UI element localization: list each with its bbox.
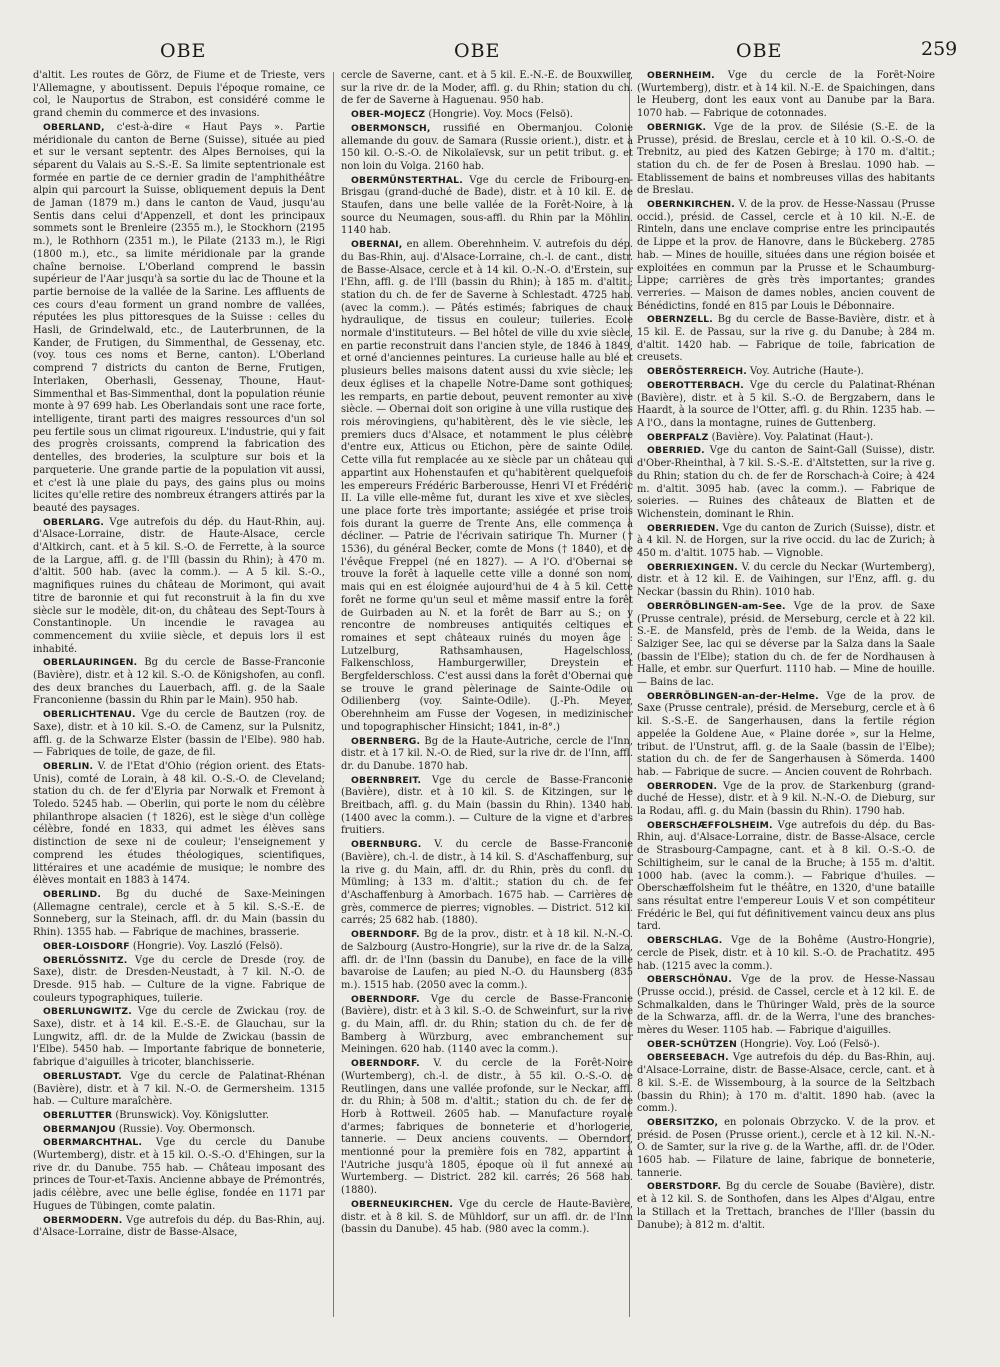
entry-headword: OBERÖSTERREICH. xyxy=(647,366,747,378)
entry-headword: OBERNDORF. xyxy=(351,993,420,1005)
text-column-1 xyxy=(33,70,325,1320)
dictionary-entry xyxy=(341,109,633,122)
dictionary-entry xyxy=(637,1117,935,1181)
entry-headword: OBERSCHÆFFOLSHEIM. xyxy=(647,819,773,831)
dictionary-entry xyxy=(33,1071,325,1109)
entry-headword: OBERMANJOU xyxy=(43,1123,116,1135)
entry-headword: OBERNHEIM. xyxy=(647,70,715,81)
dictionary-entry xyxy=(637,562,935,600)
dictionary-entry xyxy=(33,889,325,940)
dictionary-entry xyxy=(33,941,325,954)
entry-text: Vge de la prov. de Saxe (Prusse centrale), présid. de Merseburg, cercle et à 22 kil. S.-E. de Mansfeld, près de l'emb. de la Weida, dans le Salziger See, lac qui se déverse par la Salza dans la Saale (bassin de l'Elbe); station du ch. de fer de Nordhausen à Halle, et embr. sur Querfurt. 1110 hab. — Mine de houille. — Bains de lac. xyxy=(637,600,935,689)
dictionary-entry xyxy=(341,994,633,1058)
dictionary-entry xyxy=(341,736,633,774)
dictionary-entry xyxy=(637,314,935,365)
dictionary-entry xyxy=(341,239,633,734)
page-header xyxy=(0,0,1000,70)
entry-headword: OBERRIEDEN. xyxy=(647,522,720,534)
entry-headword: OBERLUSTADT. xyxy=(43,1070,122,1082)
entry-text: Vge de la prov. de Silésie (S.-E. de la Prusse), présid. de Breslau, cercle et à 10 kil. O.-S.-O. de Trebnitz, au pied des Katzen Gebirge; à 170 m. d'altit.; station du ch. de fer de Posen à Breslau. 1090 hab. — Etablissement de bains et nombreuses villas des habitants de Breslau. xyxy=(637,121,935,197)
entry-text: Vge de la Bohême (Austro-Hongrie), cercle de Pisek, distr. et à 10 kil. S.-O. de Prachatitz. 495 hab. (1215 avec la comm.). xyxy=(637,935,935,972)
entry-headword: OBERSEEBACH. xyxy=(647,1052,729,1064)
dictionary-entry xyxy=(637,1052,935,1116)
entry-text: V. de la prov. de Hesse-Nassau (Prusse occid.), présid. de Cassel, cercle et à 10 kil. N.-E. de Rinteln, dans une enclave comprise entre les principautés de Lippe et la prov. de Hanovre, dans le Bückeberg. 2785 hab. — Mines de houille, situées dans une région boisée et exploitées en commun par la Prusse et le Schaumburg-Lippe; carrières de grès très importantes; grandes verreries. — Maison de dames nobles, ancien couvent de Bénédictins, fondé en 815 par Louis le Débonnaire. xyxy=(637,199,935,312)
entry-text: Vge du cercle de Bautzen (roy. de Saxe), distr. et à 10 kil. S.-O. de Camenz, sur la Pulsnitz, affl. g. de la Schwarze Elster (bassin de l'Elbe). 980 hab. — Fabriques de toile, de gaze, de fil. xyxy=(33,709,325,759)
dictionary-entry xyxy=(341,1058,633,1198)
entry-headword: OBERNAI, xyxy=(351,239,403,251)
text-column-3 xyxy=(637,70,935,1320)
entry-headword: OBERNDORF. xyxy=(351,1058,420,1070)
entry-headword: OBERMODERN. xyxy=(43,1214,123,1226)
entry-text: (Hongrie). Voy. Mocs (Felsö). xyxy=(425,109,573,121)
entry-text: (Hongrie). Voy. Laszló (Felsö). xyxy=(129,940,283,952)
entry-headword: OBERRIED. xyxy=(647,445,705,457)
entry-text: V. de l'Etat d'Ohio (région orient. des Etats-Unis), comté de Lorain, à 48 kil. O.-S.-O. de Cleveland; station du ch. de fer d'Elyria par Norwalk et Fremont à Toledo. 5245 hab. — Oberlin, qui porte le nom du célèbre philanthrope alsacien († 1826), est le siège d'un collège célèbre, fondé en 1833, qui admet les élèves sans distinction de sexe ni de couleur; l'enseignement y comprend les études théologiques, scientifiques, littéraires et une académie de musique; le nombre des élèves montait en 1883 à 1474. xyxy=(33,760,325,887)
entry-text: Vge du cercle de Fribourg-en-Brisgau (grand-duché de Bade), distr. et à 10 kil. E. de Staufen, dans une belle vallée de la Forêt-Noire, à la source du Neumagen, sous-affl. du Rhin par la Möhlin. 1140 hab. xyxy=(341,174,633,237)
entry-headword: OBERRÖBLINGEN-an-der-Helme. xyxy=(647,690,819,702)
entry-text: Vge autrefois du dép. du Bas-Rhin, auj. d'Alsace-Lorraine, distr. de Basse-Alsace, cercle, cant. et à 8 kil. S.-E. de Wissembourg, à la source de la Seltzbach (bassin du Rhin); à 170 m. d'altit. 1890 hab. (avec la comm.). xyxy=(637,1052,935,1115)
dictionary-entry xyxy=(637,820,935,934)
dictionary-entry xyxy=(637,974,935,1038)
dictionary-entry xyxy=(341,123,633,174)
entry-headword: OBER-MOJECZ xyxy=(351,109,426,121)
dictionary-entry xyxy=(341,839,633,928)
dictionary-entry xyxy=(637,601,935,690)
entry-headword: OBERNBURG. xyxy=(351,839,422,851)
entry-text: Vge du cercle de Haute-Bavière, distr. et à 8 kil. S. de Mühldorf, sur un affl. dr. de l'Inn (bassin du Danube). 45 hab. (980 avec la comm.). xyxy=(341,1198,633,1236)
entry-text: V. du cercle du Neckar (Wurtemberg), distr. et à 12 kil. E. de Vaihingen, sur l'Enz, affl. g. du Neckar (bassin du Rhin). 1010 hab. xyxy=(637,561,935,599)
running-head-center: OBE xyxy=(454,40,501,62)
entry-text: en polonais Obrzycko. V. de la prov. et présid. de Posen (Prusse orient.), cercle et à 12 kil. N.-N.-O. de Samter, sur la rive g. de la Warthe, affl. dr. de l'Oder. 1605 hab. — Filature de laine, fabrique de bonneterie, tannerie. xyxy=(637,1116,935,1179)
entry-headword: OBERLAND, xyxy=(43,121,105,133)
entry-text: Vge du cercle du Danube (Wurtemberg), distr. et à 15 kil. O.-S.-O. d'Ehingen, sur la rive dr. du Danube. 755 hab. — Château imposant des princes de Tour-et-Taxis. Ancienne abbaye de Prémontrés, jadis célèbre, avec une belle église, fondée en 1171 par Hugues de Tübingen, comte palatin. xyxy=(33,1137,325,1212)
dictionary-entry xyxy=(637,366,935,379)
entry-text: V. du cercle de Basse-Franconie (Bavière), ch.-l. de distr., à 14 kil. S. d'Aschaffenburg, sur la rive g. du Main, affl. dr. du Rhin, près du confl. du Mümling; à 133 m. d'altit.; station du ch. de fer d'Aschaffenburg à Amorbach. 1675 hab. — Carrières de grès, commerce de pierres; vignobles. — District. 512 kil. carrés; 25 682 hab. (1880). xyxy=(341,839,633,927)
entry-text: cercle de Saverne, cant. et à 5 kil. E.-N.-E. de Bouxwiller, sur la rive dr. de la Moder, affl. g. du Rhin; station du ch. de fer de Saverne à Haguenau. 950 hab. xyxy=(341,70,633,107)
entry-text: Vge du cercle de Basse-Franconie (Bavière), distr. et à 3 kil. S.-O. de Schweinfurt, sur la rive g. du Main, affl. dr. du Rhin; station du ch. de fer de Bamberg à Würzburg, avec embranchement sur Meiningen. 620 hab. (1140 avec la comm.). xyxy=(341,993,633,1056)
entry-text: Vge du cercle de Zwickau (roy. de Saxe), distr. et à 14 kil. E.-S.-E. de Glauchau, sur la Lungwitz, affl. dr. de la Mulde de Zwickau (bassin de l'Elbe). 5450 hab. — Importante fabrique de bonneterie, fabrique d'aiguilles à tricoter, blanchisserie. xyxy=(33,1006,325,1069)
entry-headword: OBERRODEN. xyxy=(647,780,718,792)
entry-text: Vge du cercle de la Forêt-Noire (Wurtemberg), distr. et à 14 kil. N.-E. de Spaichingen, dans le Heuberg, dont les eaux vont au Danube par la Bara. 1070 hab. — Fabrique de cotonnades. xyxy=(637,70,935,120)
dictionary-entry xyxy=(341,929,633,993)
entry-headword: OBERLUNGWITZ. xyxy=(43,1006,132,1018)
dictionary-entry xyxy=(33,657,325,708)
entry-headword: OBERSCHÖNAU. xyxy=(647,974,732,986)
dictionary-entry xyxy=(33,1215,325,1240)
entry-text: Vge de la prov. de Hesse-Nassau (Prusse occid.), présid. de Cassel, cercle et à 12 kil. E. de Schmalkalden, dans le Thüringer Wald, près de la source de la Schwarza, affl. dr. de la Werra, l'une des branches-mères du Weser. 1105 hab. — Fabrique d'aiguilles. xyxy=(637,974,935,1037)
entry-text: c'est-à-dire « Haut Pays ». Partie méridionale du canton de Berne (Suisse), située au pied et sur le versant septentr. des Alpes Bernoises, qui la séparent du Valais au S.-S.-E. Sa limite septentrionale est formée en partie de ce dernier gradin de l'amphithéâtre alpin qui parcourt la Suisse, obliquement depuis la Dent de Jaman (1879 m.) dans le canton de Vaud, jusqu'au Sentis dans celui d'Appenzell, et dont les principaux sommets sont le Brenleire (2355 m.), le Stockhorn (2195 m.), le Rothhorn (2351 m.), le Pilate (2133 m.), le Rigi (1800 m.), etc., sa limite méridionale par la grande chaîne bernoise. L'Oberland comprend le bassin supérieur de l'Aar jusqu'à sa sortie du lac de Thoune et la partie bernoise de la vallée de la Sarine. Les affluents de ces cours d'eau forment un grand nombre de vallées, réputées les plus pittoresques de la Suisse : celles du Hasli, de Grindelwald, etc., de Lauterbrunnen, de la Kander, de Frutigen, du Simmenthal, de Gessenay, etc. (voy. tous ces noms et Berne, canton). L'Oberland comprend 7 districts du canton de Berne, Frutigen, Interlaken, Oberhasli, Gessenay, Thoune, Haut-Simmenthal et Bas-Simmenthal, dont la population réunie monte à 97 699 hab. Les Oberlandais sont une race forte, intelligente, tirant parti des maigres ressources d'un sol peu fertile sous un climat rigoureux. L'industrie, qui y fait des progrès croissants, comprend la fabrication des dentelles, des broderies, la sculpture sur bois et la parqueterie. Une grande partie de la population vit aussi, et c'est là une plaie du pays, des gains plus ou moins licites qu'elle retire des nombreux étrangers attirés par la beauté des paysages. xyxy=(33,121,325,514)
dictionary-entry xyxy=(637,781,935,819)
dictionary-entry xyxy=(637,380,935,431)
entry-text: Bg du cercle de Basse-Bavière, distr. et à 15 kil. E. de Passau, sur la rive g. du Danube; à 284 m. d'altit. 1420 hab. — Fabrique de toile, fabrication de creusets. xyxy=(637,314,935,364)
dictionary-entry xyxy=(33,1124,325,1137)
entry-headword: OBERLIND. xyxy=(43,889,102,900)
dictionary-entry xyxy=(341,775,633,839)
entry-headword: OBERSTDORF. xyxy=(647,1181,722,1193)
entry-text: en allem. Oberehnheim. V. autrefois du dép. du Bas-Rhin, auj. d'Alsace-Lorraine, ch.-l. de cant., distr. de Basse-Alsace, cercle et à 14 kil. O.-N.-O. d'Erstein, sur l'Ehn, affl. g. de l'Ill (bassin du Rhin); à 185 m. d'altit.; station du ch. de fer de Saverne à Schlestadt. 4725 hab. (avec la comm.). — Pâtés estimés; fabriques de chaux hydraulique, de tissus en couleur; tuileries. Ecole normale d'instituteurs. — Bel hôtel de ville du xvie siècle, en partie reconstruit dans l'ancien style, de 1846 à 1849, et orné d'anciennes peintures. La curieuse halle au blé et plusieurs belles maisons datent aussi du xvie siècle; les deux églises et la chapelle Notre-Dame sont gothiques; les remparts, en partie debout, peuvent remonter au xive siècle. — Obernai doit son origine à une villa rustique des rois mérovingiens, qu'habitèrent, dès le vie siècle, les premiers ducs d'Alsace, et notamment le plus célèbre d'entre eux, Atticus ou Etichon, père de sainte Odile. Cette villa fut remplacée au xe siècle par un château qui appartint aux Hohenstaufen et qu'habitèrent quelquefois les empereurs Frédéric Barberousse, Henri VI et Frédéric II. La ville elle-même fut, durant les xive et xve siècles, une place forte très importante; assiégée et prise trois fois durant la guerre de Trente Ans, elle commença à décliner. — Patrie de l'écrivain satirique Th. Murner († 1536), du général Becker, comte de Mons († 1840), et de l'évêque Freppel (né en 1827). — A l'O. d'Obernai se trouve la forêt à laquelle cette ville a donné son nom, mais qui en est éloignée aujourd'hui de 4 à 5 kil. Cette forêt ne forme qu'un seul et même massif entre la forêt de Guirbaden au N. et la forêt de Barr au S.; on y rencontre de nombreuses antiquités celtiques et romaines et sept châteaux ruinés du moyen âge : Lutzelburg, Rathsamhausen, Hagelschloss, Falkenschloss, Hamburgerwiller, Dreystein et Bergfelderschloss. C'est aussi dans la forêt d'Obernai que se trouve le grand pèlerinage de Sainte-Odile ou Odilienberg (voy. Sainte-Odile). (J.-Ph. Meyer, Oberehnheim am Fusse der Vogesen, in medizinischer und topographischer Hinsicht; 1841, in-8°.) xyxy=(341,239,633,733)
entry-headword: OBERRIEXINGEN. xyxy=(647,561,738,573)
entry-text: Vge du cercle de Basse-Franconie (Bavière), distr. et à 10 kil. S. de Kitzingen, sur le Breitbach, affl. g. du Main (bassin du Rhin). 1340 hab. (1400 avec la comm.). — Culture de la vigne et d'arbres fruitiers. xyxy=(341,774,633,837)
entry-headword: OBERLICHTENAU. xyxy=(43,709,136,721)
entry-text: Bg de la prov., distr. et à 18 kil. N.-N.-O. de Salzbourg (Austro-Hongrie), sur la rive dr. de la Salza, affl. dr. de l'Inn (bassin du Danube), en face de la ville bavaroise de Laufen; au pied N.-O. du Haunsberg (835 m.). 1515 hab. (2050 avec la comm.). xyxy=(341,929,633,991)
entry-headword: OBERNZELL. xyxy=(647,314,713,326)
dictionary-entry xyxy=(33,709,325,760)
entry-headword: OBERNDORF. xyxy=(351,929,420,941)
entry-headword: OBERMONSCH, xyxy=(351,122,431,134)
dictionary-entry xyxy=(637,70,935,121)
entry-headword: OBERNBERG. xyxy=(351,735,421,747)
dictionary-entry xyxy=(637,432,935,445)
entry-headword: OBERLUTTER xyxy=(43,1109,113,1121)
entry-headword: OBERNBREIT. xyxy=(351,774,422,786)
dictionary-entry xyxy=(637,445,935,521)
entry-text: Vge de la prov. de Saxe (Prusse centrale), présid. de Merseburg, cercle et à 6 kil. S.-S.-E. de Sangerhausen, dans la fertile région appelée la Goldene Aue, « Plaine dorée », sur la Helme, tribut. de l'Unstrut, affl. g. de la Saale (bassin de l'Elbe); station du ch. de fer de Sangerhausen à Sömerda. 1400 hab. — Fabrique de sucre. — Ancien couvent de Rohrbach. xyxy=(637,690,935,778)
entry-headword: OBERLÖSSNITZ. xyxy=(43,954,128,966)
entry-text: Voy. Autriche (Haute-). xyxy=(746,366,864,378)
entry-headword: OBERSITZKO, xyxy=(647,1116,719,1128)
running-head-left: OBE xyxy=(160,40,207,62)
entry-text: d'altit. Les routes de Görz, de Fiume et de Trieste, vers l'Allemagne, y aboutissent. Depuis l'époque romaine, ce col, le Nauportus de Strabon, est considéré comme le grand chemin du commerce et des invasions. xyxy=(33,70,325,120)
dictionary-entry xyxy=(33,761,325,888)
entry-headword: OBERNEUKIRCHEN. xyxy=(351,1198,454,1210)
dictionary-entry xyxy=(637,935,935,973)
dictionary-entry xyxy=(33,1137,325,1213)
entry-headword: OBERMARCHTHAL. xyxy=(43,1137,143,1149)
dictionary-entry xyxy=(637,523,935,561)
entry-text: Vge du canton de Zurich (Suisse), distr. et à 4 kil. N. de Horgen, sur la rive occid. du lac de Zurich; à 450 m. d'altit. 1075 hab. — Vignoble. xyxy=(637,522,935,560)
entry-text: Bg du duché de Saxe-Meiningen (Allemagne centrale), cercle et à 5 kil. S.-S.-E. de Sonneberg, sur la Steinach, affl. dr. du Main (bassin du Rhin). 1355 hab. — Fabrique de machines, brasserie. xyxy=(33,889,325,939)
dictionary-entry xyxy=(33,70,325,121)
dictionary-entry xyxy=(341,70,633,108)
entry-headword: OBERSCHLAG. xyxy=(647,935,723,947)
entry-headword: OBERPFALZ xyxy=(647,431,709,443)
entry-text: Vge de la prov. de Starkenburg (grand-duché de Hesse), distr. et à 9 kil. N.-N.-O. de Dieburg, sur la Rodau, affl. g. du Main (bassin du Rhin). 1790 hab. xyxy=(637,780,935,818)
entry-text: Bg du cercle de Souabe (Bavière), distr. et à 12 kil. S. de Sonthofen, dans les Alpes d'Algau, entre la Stillach et la Trettach, branches de l'Iller (bassin du Danube); à 812 m. d'altit. xyxy=(637,1181,935,1231)
entry-text: Vge du cercle de Palatinat-Rhénan (Bavière), distr. et à 7 kil. N.-O. de Germersheim. 1315 hab. — Culture maraîchère. xyxy=(33,1070,325,1108)
entry-headword: OBERLIN. xyxy=(43,760,94,772)
entry-text: Bg du cercle de Basse-Franconie (Bavière), distr. et à 12 kil. S.-O. de Königshofen, au confl. des deux branches du Lauerbach, affl. g. de la Saale Franconienne (bassin du Rhin par le Main). 950 hab. xyxy=(33,657,325,707)
dictionary-entry xyxy=(637,199,935,313)
dictionary-entry xyxy=(637,691,935,780)
entry-text: Vge du cercle de Dresde (roy. de Saxe), distr. de Dresden-Neustadt, à 7 kil. N.-O. de Dresde. 915 hab. — Culture de la vigne. Fabrique de couleurs typographiques, tuilerie. xyxy=(33,954,325,1004)
entry-headword: OBERNKIRCHEN. xyxy=(647,199,735,211)
entry-headword: OBER-LOISDORF xyxy=(43,940,130,952)
entry-text: Bg de la Haute-Autriche, cercle de l'Inn, distr. et à 17 kil. N.-O. de Ried, sur la rive dr. de l'Inn, affl. dr. du Danube. 1870 hab. xyxy=(341,735,633,772)
entry-headword: OBERMÜNSTERTHAL. xyxy=(351,174,463,186)
dictionary-entry xyxy=(33,122,325,516)
dictionary-entry xyxy=(33,1110,325,1123)
entry-text: V. du cercle de la Forêt-Noire (Wurtemberg), ch.-l. de distr., à 55 kil. O.-S.-O. de Reutlingen, dans une vallée profonde, sur le Neckar, affl. dr. du Rhin; à 508 m. d'altit.; station du ch. de fer de Horb à Rottweil. 2605 hab. — Manufacture royale d'armes; fabriques de bonneterie et d'horlogerie, tannerie. — Deux anciens couvents. — Oberndorf, mentionné pour la première fois en 782, appartint à l'Autriche jusqu'à 1805, époque où il fut annexé au Wurtemberg. — District. 282 kil. carrés; 26 568 hab. (1880). xyxy=(341,1058,633,1197)
entry-text: (Hongrie). Voy. Loó (Felsö-). xyxy=(736,1038,880,1050)
entry-text: (Bavière). Voy. Palatinat (Haut-). xyxy=(708,431,874,443)
dictionary-entry xyxy=(637,1039,935,1052)
entry-text: (Russie). Voy. Obermonsch. xyxy=(115,1123,256,1135)
entry-text: Vge autrefois du dép. du Bas-Rhin, auj. d'Alsace-Lorraine, distr de Basse-Alsace, xyxy=(33,1214,325,1239)
entry-text: Vge autrefois du dép. du Bas-Rhin, auj. d'Alsace-Lorraine, distr. de Basse-Alsace, cercle de Strasbourg-Campagne, cant. et à 8 kil. O.-S.-O. de Schiltigheim, sur le canal de la Bruche; à 155 m. d'altit. 1000 hab. (avec la comm.). — Fabrique d'huiles. — Oberschæffolsheim fut le théâtre, en 1320, d'une bataille sans résultat entre l'empereur Louis V et son compétiteur Frédéric le Bel, qui fut définitivement vaincu deux ans plus tard. xyxy=(637,819,935,933)
text-column-2 xyxy=(341,70,633,1320)
dictionary-entry xyxy=(33,955,325,1006)
entry-text: (Brunswick). Voy. Königslutter. xyxy=(112,1109,270,1121)
dictionary-entry xyxy=(637,122,935,198)
page-number: 259 xyxy=(921,38,958,60)
entry-headword: OBER-SCHÜTZEN xyxy=(647,1038,737,1050)
dictionary-entry xyxy=(33,517,325,657)
entry-text: Vge du canton de Saint-Gall (Suisse), distr. d'Ober-Rheinthal, à 7 kil. S.-S.-E. d'Altstetten, sur la rive g. du Rhin; station du ch. de fer de Rorschach-à Coire; à 424 m. d'altit. 3095 hab. (avec la comm.). — Fabrique de soieries. — Ruines des châteaux de Blatten et de Wichenstein, dominant le Rhin. xyxy=(637,445,935,520)
dictionary-entry xyxy=(33,1006,325,1070)
entry-headword: OBERRÖBLINGEN-am-See. xyxy=(647,600,786,612)
entry-headword: OBERLARG. xyxy=(43,516,105,528)
dictionary-entry xyxy=(637,1181,935,1232)
running-head-right: OBE xyxy=(736,40,783,62)
entry-headword: OBEROTTERBACH. xyxy=(647,379,744,391)
entry-text: Vge du cercle du Palatinat-Rhénan (Bavière), distr. et à 5 kil. S.-O. de Bergzabern, dans le Haardt, à la source de l'Otter, affl. g. du Rhin. 1235 hab. — A l'O., dans la montagne, ruines de Guttenberg. xyxy=(637,379,935,429)
column-divider xyxy=(333,72,334,1317)
dictionary-entry xyxy=(341,175,633,239)
entry-text: Vge autrefois du dép. du Haut-Rhin, auj. d'Alsace-Lorraine, distr. de Haute-Alsace, cercle d'Altkirch, cant. et à 5 kil. S.-O. de Ferrette, à la source de la Largue, affl. g. de l'Ill (bassin du Rhin); à 470 m. d'altit. 500 hab. (avec la comm.). — A 5 kil. S.-O., magnifiques ruines du château de Morimont, qui avait titre de baronnie et qui fut reconstruit à la fin du xve siècle sur le modèle, dit-on, du château des Sept-Tours à Constantinople. Un incendie le ravagea au commencement du xviiie siècle, et depuis lors il est inhabité. xyxy=(33,516,325,655)
entry-text: russifié en Obermanjou. Colonie allemande du gouv. de Samara (Russie orient.), distr. et à 150 kil. O.-S.-O. de Nikolaïevsk, sur un petit tribut. g. et non loin du Volga. 2160 hab. xyxy=(341,122,633,172)
entry-headword: OBERNIGK. xyxy=(647,121,707,133)
dictionary-entry xyxy=(341,1199,633,1237)
entry-headword: OBERLAURINGEN. xyxy=(43,657,138,669)
